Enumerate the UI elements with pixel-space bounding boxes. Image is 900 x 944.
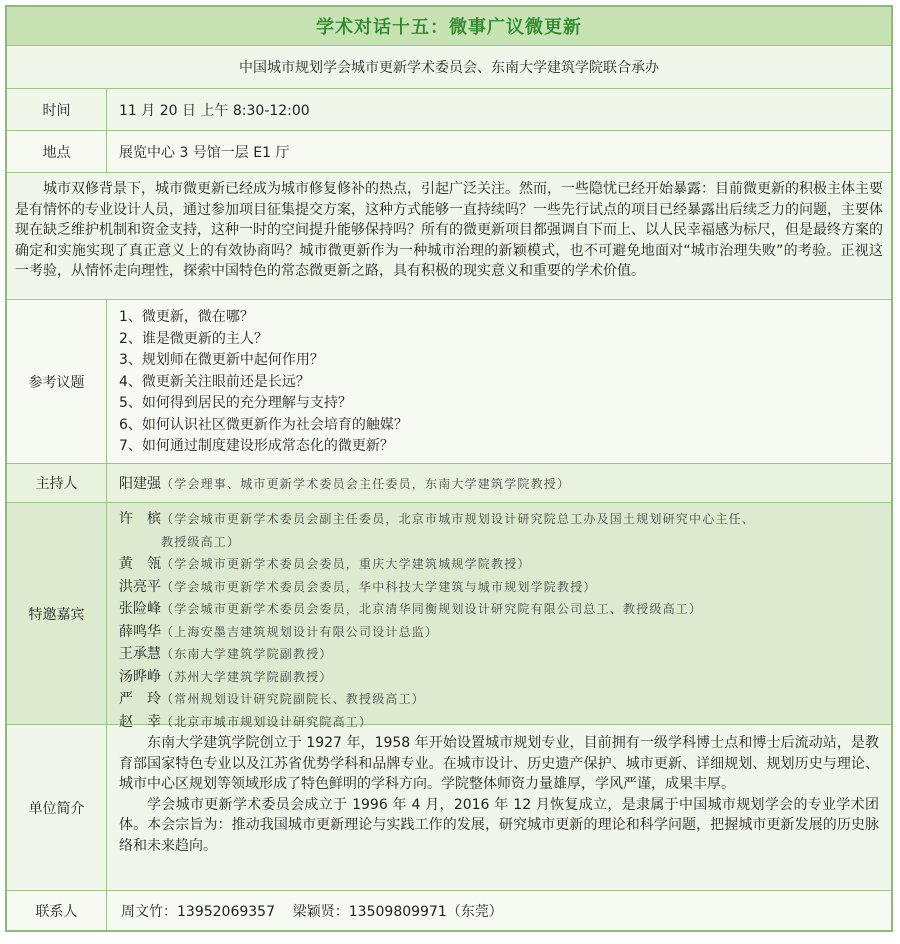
guest-note: （上海安墨吉建筑规划设计有限公司设计总监） — [161, 624, 439, 639]
topic-item: 5、如何得到居民的充分理解与支持？ — [119, 395, 352, 411]
topic-item: 6、如何认识社区微更新作为社会培育的触媒？ — [119, 416, 408, 433]
guest-note: （北京市城市规划设计研究院高工） — [161, 714, 373, 729]
contact-row — [7, 890, 891, 930]
guests-label: 特邀嘉宾 — [7, 503, 107, 724]
unit-text — [107, 725, 891, 890]
guest-note: （学会城市更新学术委员会委员，重庆大学建筑城规学院教授） — [161, 557, 531, 571]
guests-list — [107, 503, 891, 730]
guest-item — [119, 531, 879, 554]
topic-item: 3、规划师在微更新中起何作用？ — [119, 352, 324, 368]
host-name: 阳建强 — [119, 476, 161, 492]
time-label: 时间 — [7, 89, 107, 130]
page-title: 学术对话十五：微事广议微更新 — [7, 7, 891, 45]
guest-note: （苏州大学建筑学院副教授） — [161, 669, 333, 684]
guest-note: 教授级高工） — [161, 534, 241, 549]
guest-note: （学会城市更新学术委员会副主任委员，北京市城市规划设计研究院总工办及国土规划研究中心主任、 — [161, 512, 756, 526]
contact-label: 联系人 — [7, 891, 107, 930]
guest-name: 张险峰 — [119, 601, 161, 617]
unit-label: 单位简介 — [7, 725, 107, 890]
time-value: 11 月 20 日 上午 8:30-12:00 — [119, 102, 310, 119]
event-table — [5, 5, 893, 932]
intro-text: 城市双修背景下，城市微更新已经成为城市修复修补的热点，引起广泛关注。然而，一些隐忧已经开始暴露：目前微更新的积极主体主要是有情怀的专业设计人员，通过参加项目征集提交方案，这种方式能够一直持续吗？一些先行试点的项目已经暴露出后续乏力的问题，主要体现在缺乏维护机制和资金支持，这种一时的空间提升能够保持吗？所有的微更新项目都强调自下而上、以人民幸福感为标尺，但是最终方案的确定和实施实现了真正意义上的有效协商吗？城市微更新作为一种城市治理的新颖模式，也不可避免地面对“城市治理失败”的考验。正视这一考验，从情怀走向理性，探索中国特色的常态微更新之路，具有积极的现实意义和重要的学术价值。 — [7, 173, 891, 299]
guest-item — [119, 553, 879, 576]
unit-paragraph: 东南大学建筑学院创立于 1927 年，1958 年开始设置城市规划专业，目前拥有一级学科博士点和博士后流动站，是教育部国家特色专业以及江苏省优势学科和品牌专业。在城市设计、历史遗产保护、城市更新、详细规划、规划历史与理论、城市中心区规划等领域形成了特色鲜明的学科方向。学院整体师资力量雄厚，学风严谨，成果丰厚。 — [119, 735, 879, 792]
guest-name: 严 玲 — [119, 691, 161, 707]
topic-item: 4、微更新关注眼前还是长远？ — [119, 373, 310, 390]
host-label: 主持人 — [7, 464, 107, 502]
topics-row — [7, 299, 891, 463]
topics-label: 参考议题 — [7, 300, 107, 463]
guest-name: 汤晔峥 — [119, 668, 161, 685]
guest-name: 赵 幸 — [119, 713, 161, 730]
guest-note: （东南大学建筑学院副教授） — [161, 647, 333, 661]
guest-name: 黄 瓴 — [119, 556, 161, 572]
unit-paragraph: 学会城市更新学术委员会成立于 1996 年 4 月，2016 年 12 月恢复成立，是隶属于中国城市规划学会的专业学术团体。本会宗旨为：推动我国城市更新理论与实践工作的发展，研究城市更新的理论和科学问题，把握城市更新发展的历史脉络和未来趋向。 — [119, 796, 879, 854]
time-row — [7, 88, 891, 130]
unit-row — [7, 724, 891, 890]
topic-item: 1、微更新，微在哪？ — [119, 309, 254, 325]
guest-name: 洪亮平 — [119, 578, 161, 595]
place-value: 展览中心 3 号馆一层 E1 厅 — [119, 144, 290, 161]
host-value — [107, 464, 891, 502]
host-note: （学会理事、城市更新学术委员会主任委员，东南大学建筑学院教授） — [161, 476, 571, 491]
place-label: 地点 — [7, 131, 107, 172]
guest-item — [119, 621, 879, 644]
guest-name: 许 槟 — [119, 511, 161, 527]
guest-item — [119, 643, 879, 666]
guest-item — [119, 576, 879, 599]
guest-note: （学会城市更新学术委员会委员，北京清华同衡规划设计研究院有限公司总工、教授级高工） — [161, 602, 703, 616]
guest-note: （常州规划设计研究院副院长、教授级高工） — [161, 692, 426, 706]
topic-item: 2、谁是微更新的主人？ — [119, 330, 268, 347]
guest-name: 薛鸣华 — [119, 623, 161, 640]
guest-item — [119, 688, 879, 711]
guest-item — [119, 666, 879, 689]
guest-item — [119, 508, 879, 531]
organizer-line: 中国城市规划学会城市更新学术委员会、东南大学建筑学院联合承办 — [7, 45, 891, 88]
place-row — [7, 130, 891, 172]
guests-row — [7, 502, 891, 730]
guest-name: 王承慧 — [119, 646, 161, 662]
host-row — [7, 463, 891, 502]
guest-note: （学会城市更新学术委员会委员，华中科技大学建筑与城市规划学院教授） — [161, 579, 597, 594]
topics-list — [107, 300, 891, 463]
guest-item — [119, 598, 879, 621]
contact-value: 周文竹：13952069357 梁颖贤：13509809971（东莞） — [121, 903, 503, 920]
intro-row — [7, 172, 891, 299]
topic-item: 7、如何通过制度建设形成常态化的微更新？ — [119, 438, 394, 454]
